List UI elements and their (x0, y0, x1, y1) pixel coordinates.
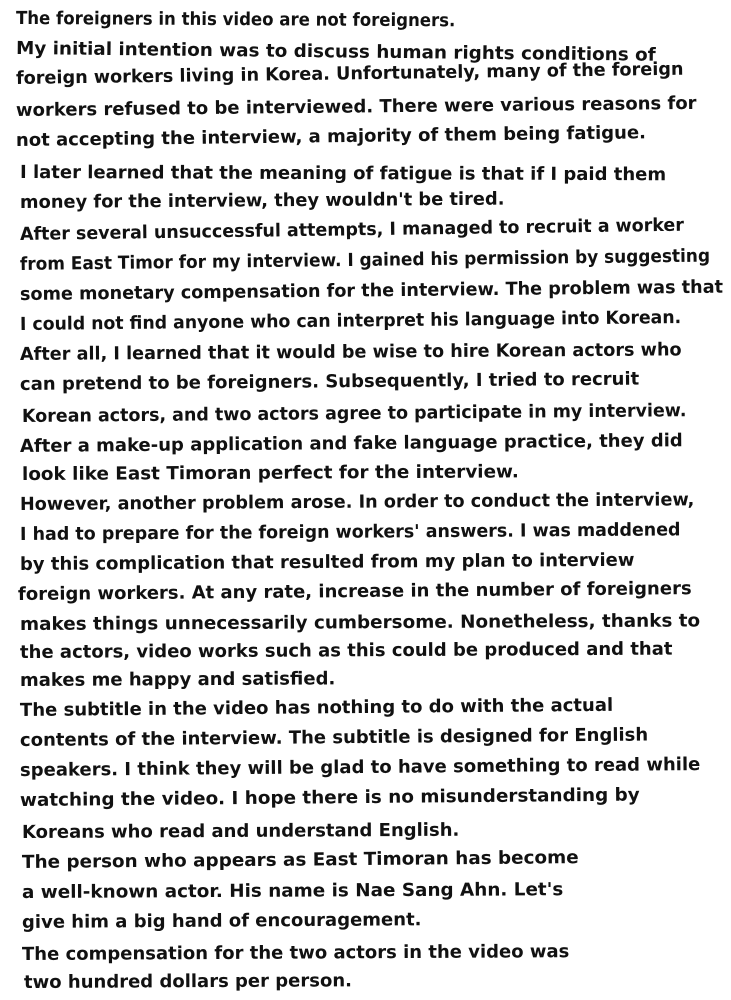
text-line: Koreans who read and understand English. (21, 819, 460, 843)
text-line: some monetary compensation for the interview. The problem was that (19, 276, 724, 305)
text-line: Korean actors, and two actors agree to participate in my interview. (21, 400, 687, 427)
text-line: money for the interview, they wouldn't be tired. (19, 188, 505, 213)
text-line: contents of the interview. The subtitle is designed for English (19, 724, 649, 751)
text-line: The foreigners in this video are not foreigners. (15, 8, 456, 32)
text-line: look like East Timoran perfect for the interview. (21, 461, 519, 485)
text-line: makes things unnecessarily cumbersome. Nonetheless, thanks to (19, 610, 701, 635)
text-line: speakers. I think they will be glad to have something to read while (19, 754, 701, 781)
text-line: The compensation for the two actors in the video was (21, 941, 570, 965)
text-line: However, another problem arose. In order to conduct the interview, (19, 489, 695, 515)
text-line: foreign workers. At any rate, increase in the number of foreigners (17, 578, 692, 605)
text-line: I had to prepare for the foreign workers' answers. I was maddened (19, 519, 681, 545)
text-line: After all, I learned that it would be wise to hire Korean actors who (19, 339, 682, 365)
text-line: not accepting the interview, a majority of them being fatigue. (15, 122, 647, 151)
text-line: by this complication that resulted from my plan to interview (19, 549, 635, 575)
text-line: watching the video. I hope there is no misunderstanding by (19, 784, 640, 811)
text-line: makes me happy and satisfied. (19, 668, 336, 691)
text-line: My initial intention was to discuss human rights conditions of (15, 38, 656, 66)
text-line: a well-known actor. His name is Nae Sang Ahn. Let's (21, 879, 564, 903)
text-line: two hundred dollars per person. (23, 970, 353, 993)
text-line: foreign workers living in Korea. Unfortunately, many of the foreign (15, 58, 684, 89)
text-line: After several unsuccessful attempts, I managed to recruit a worker (19, 214, 685, 245)
text-line: After a make-up application and fake language practice, they did (19, 430, 683, 457)
text-line: I could not find anyone who can interpret his language into Korean. (19, 307, 682, 335)
text-line: workers refused to be interviewed. There were various reasons for (15, 92, 697, 121)
text-line: can pretend to be foreigners. Subsequently, I tried to recruit (19, 368, 640, 395)
text-line: I later learned that the meaning of fatigue is that if I paid them (19, 162, 667, 186)
text-line: from East Timor for my interview. I gained his permission by suggesting (19, 245, 711, 275)
text-line: give him a big hand of encouragement. (21, 909, 422, 933)
text-line: The person who appears as East Timoran has become (21, 847, 579, 873)
text-line: The subtitle in the video has nothing to do with the actual (19, 694, 614, 721)
text-line: the actors, video works such as this could be produced and that (19, 638, 673, 663)
